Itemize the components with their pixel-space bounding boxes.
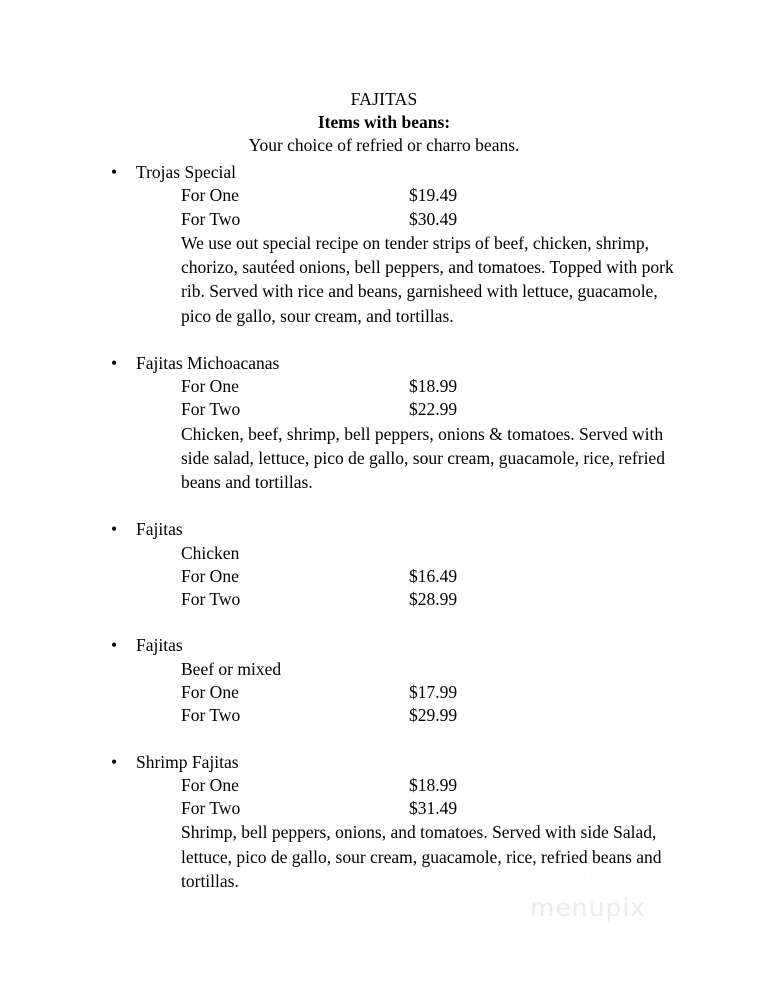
price-row-for-one: [0, 774, 768, 797]
price-value: $16.49: [409, 565, 458, 586]
watermark-logo: menupix: [530, 893, 647, 922]
menu-item: [0, 518, 768, 611]
menu-item-variant: Beef or mixed: [181, 658, 282, 679]
price-label: For Two: [181, 208, 241, 229]
price-row-for-one: [0, 681, 768, 704]
price-row-for-one: [0, 375, 768, 398]
price-row-for-one: [0, 184, 768, 207]
menu-item-list: [0, 161, 768, 917]
price-row-for-two: [0, 398, 768, 421]
section-subtitle-bold: Items with beans:: [317, 112, 451, 132]
list-bullet-icon: •: [111, 635, 118, 656]
list-bullet-icon: •: [111, 162, 118, 182]
menu-item: [0, 352, 768, 495]
price-value: $18.99: [409, 774, 458, 795]
price-row-for-two: [0, 704, 768, 727]
price-label: For Two: [181, 798, 241, 819]
price-value: $18.99: [409, 376, 458, 396]
menu-item-description: Chicken, beef, shrimp, bell peppers, onions & tomatoes. Served with side salad, lettuce, pico de gallo, sour cream, guacamole, rice, refried beans and tortillas.: [181, 423, 665, 492]
price-label: For One: [181, 681, 239, 702]
price-label: For Two: [181, 705, 241, 726]
list-bullet-icon: •: [111, 352, 118, 373]
menu-item-name: Fajitas: [136, 519, 183, 540]
price-label: For One: [181, 774, 239, 795]
menu-item-name: Shrimp Fajitas: [136, 751, 239, 772]
menu-item: [0, 161, 768, 328]
menu-item-description: Shrimp, bell peppers, onions, and tomatoes. Served with side Salad, lettuce, pico de gallo, sour cream, guacamole, rice, refried beans and tortillas.: [181, 822, 662, 891]
menu-item-name: Trojas Special: [136, 162, 236, 182]
menu-item-name: Fajitas Michoacanas: [136, 352, 280, 373]
price-row-for-two: [0, 208, 768, 231]
menu-header: [0, 88, 768, 157]
menu-item-name-row: [0, 751, 768, 774]
list-bullet-icon: •: [111, 519, 118, 540]
watermark-faint-text: menupix.com: [528, 869, 636, 887]
menu-item-name-row: [0, 161, 768, 184]
price-value: $31.49: [409, 798, 458, 819]
price-label: For One: [181, 185, 239, 206]
menu-item-name-row: [0, 634, 768, 657]
price-row-for-two: [0, 588, 768, 611]
section-subtitle-note: Your choice of refried or charro beans.: [248, 135, 520, 155]
menu-item: [0, 751, 768, 894]
menu-item: [0, 634, 768, 727]
menu-item-variant: Chicken: [181, 542, 240, 563]
price-value: $22.99: [409, 399, 458, 420]
price-value: $28.99: [409, 589, 458, 610]
menu-item-description: We use out special recipe on tender strips of beef, chicken, shrimp, chorizo, sautéed onions, bell peppers, and tomatoes. Topped with pork rib. Served with rice and beans, garnisheed with lettuce, guacamole, pico de gallo, sour cream, and tortillas.: [181, 232, 674, 326]
price-label: For One: [181, 376, 239, 396]
price-label: For Two: [181, 399, 241, 420]
menu-item-name-row: [0, 518, 768, 541]
section-title: FAJITAS: [350, 89, 418, 109]
price-value: $17.99: [409, 681, 458, 702]
menu-item-name: Fajitas: [136, 635, 183, 656]
list-bullet-icon: •: [111, 751, 118, 772]
price-value: $19.49: [409, 185, 458, 206]
price-row-for-two: [0, 797, 768, 820]
price-value: $30.49: [409, 208, 458, 229]
price-value: $29.99: [409, 705, 458, 726]
price-label: For One: [181, 565, 239, 586]
price-label: For Two: [181, 589, 241, 610]
price-row-for-one: [0, 565, 768, 588]
menu-item-name-row: [0, 352, 768, 375]
